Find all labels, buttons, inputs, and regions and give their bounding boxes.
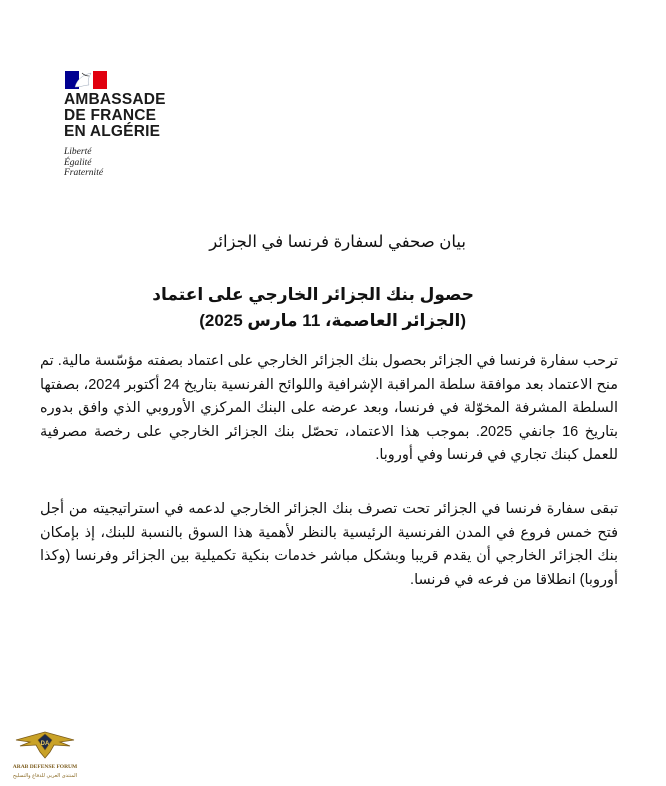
motto-line: Fraternité [64,168,104,178]
body-paragraph: ترحب سفارة فرنسا في الجزائر بحصول بنك الجزائر الخارجي على اعتماد بصفته مؤسّسة مالية. تم منح الاعتماد بعد موافقة سلطة المراقبة الإشرافية واللوائح الفرنسية بتاريخ 24 أكتوبر 2024، بصفتها السلطة المشرفة المخوّلة في فرنسا، وبعد عرضه على البنك المركزي الأوروبي الذي وافق بدوره بتاريخ 16 جانفي 2025. بموجب هذا الاعتماد، تحصّل بنك الجزائر الخارجي على رخصة مصرفية للعمل كبنك تجاري في فرنسا وفي أوروبا. [40,353,618,464]
institution-name [64,92,166,140]
institution-line: DE FRANCE [64,107,157,124]
forum-watermark [2,728,88,786]
body-paragraph: تبقى سفارة فرنسا في الجزائر تحت تصرف بنك الجزائر الخارجي لدعمه في استراتيجيته من أجل فتح خمس فروع في المدن الفرنسية الرئيسية بالنظر لأهمية هذا السوق بالنسبة للبنك، إذ بإمكان بنك الجزائر الخارجي أن يقدم قريبا وبشكل مباشر خدمات بنكية تكميلية بين الجزائر وفرنسا (وكذا أوروبا) انطلاقا من فرعه في فرنسا. [40,501,618,588]
document-title: بيان صحفي لسفارة فرنسا في الجزائر [209,233,466,251]
embassy-logo [50,52,250,192]
document-dateline: (الجزائر العاصمة، 11 مارس 2025) [199,311,466,330]
institution-line: AMBASSADE [64,91,166,108]
watermark-subtitle: المنتدى العربي للدفاع والتسليح [12,773,78,779]
watermark-monogram: DA [40,741,50,747]
eagle-emblem-icon [10,728,80,760]
institution-line: EN ALGÉRIE [64,123,161,140]
document-heading: حصول بنك الجزائر الخارجي على اعتماد [152,285,474,304]
motto-line: Égalité [64,157,92,168]
watermark-name: ARAB DEFENSE FORUM [12,764,78,770]
marianne-flag-icon [65,67,107,91]
motto-line: Liberté [64,147,92,157]
republic-motto [64,147,103,179]
